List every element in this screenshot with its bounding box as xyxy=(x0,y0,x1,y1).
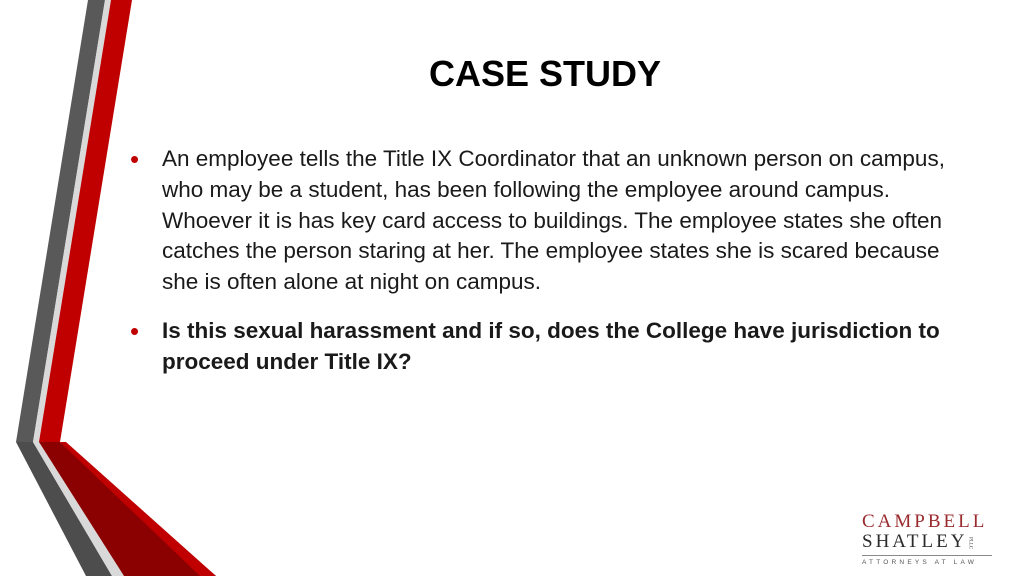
logo-name-line1: CAMPBELL xyxy=(862,511,988,532)
bullet-dot-icon: • xyxy=(130,315,140,346)
bullet-list xyxy=(130,144,950,378)
bullet-item xyxy=(130,144,950,298)
question-text: Is this sexual harassment and if so, does the College have jurisdiction to proceed under Title IX? xyxy=(162,317,940,374)
firm-logo xyxy=(862,512,994,570)
logo-name-line2 xyxy=(862,532,994,552)
slide-title: CASE STUDY xyxy=(428,53,662,94)
bullet-item xyxy=(130,316,950,378)
logo-name-line2-text: SHATLEY xyxy=(862,531,968,552)
bullet-dot-icon: • xyxy=(130,144,140,174)
logo-divider xyxy=(862,555,992,556)
logo-tagline: ATTORNEYS AT LAW xyxy=(862,559,978,566)
scenario-text: An employee tells the Title IX Coordinator that an unknown person on campus, who may be a student, has been following the employee around campus. Whoever it is has key card access to buildings. The employee states she often catches the person staring at her. The employee states she is scared because she is often alone at night on campus. xyxy=(162,146,945,295)
logo-pllc-suffix: PLLC xyxy=(967,536,973,549)
light-separator-stripe xyxy=(33,0,111,442)
